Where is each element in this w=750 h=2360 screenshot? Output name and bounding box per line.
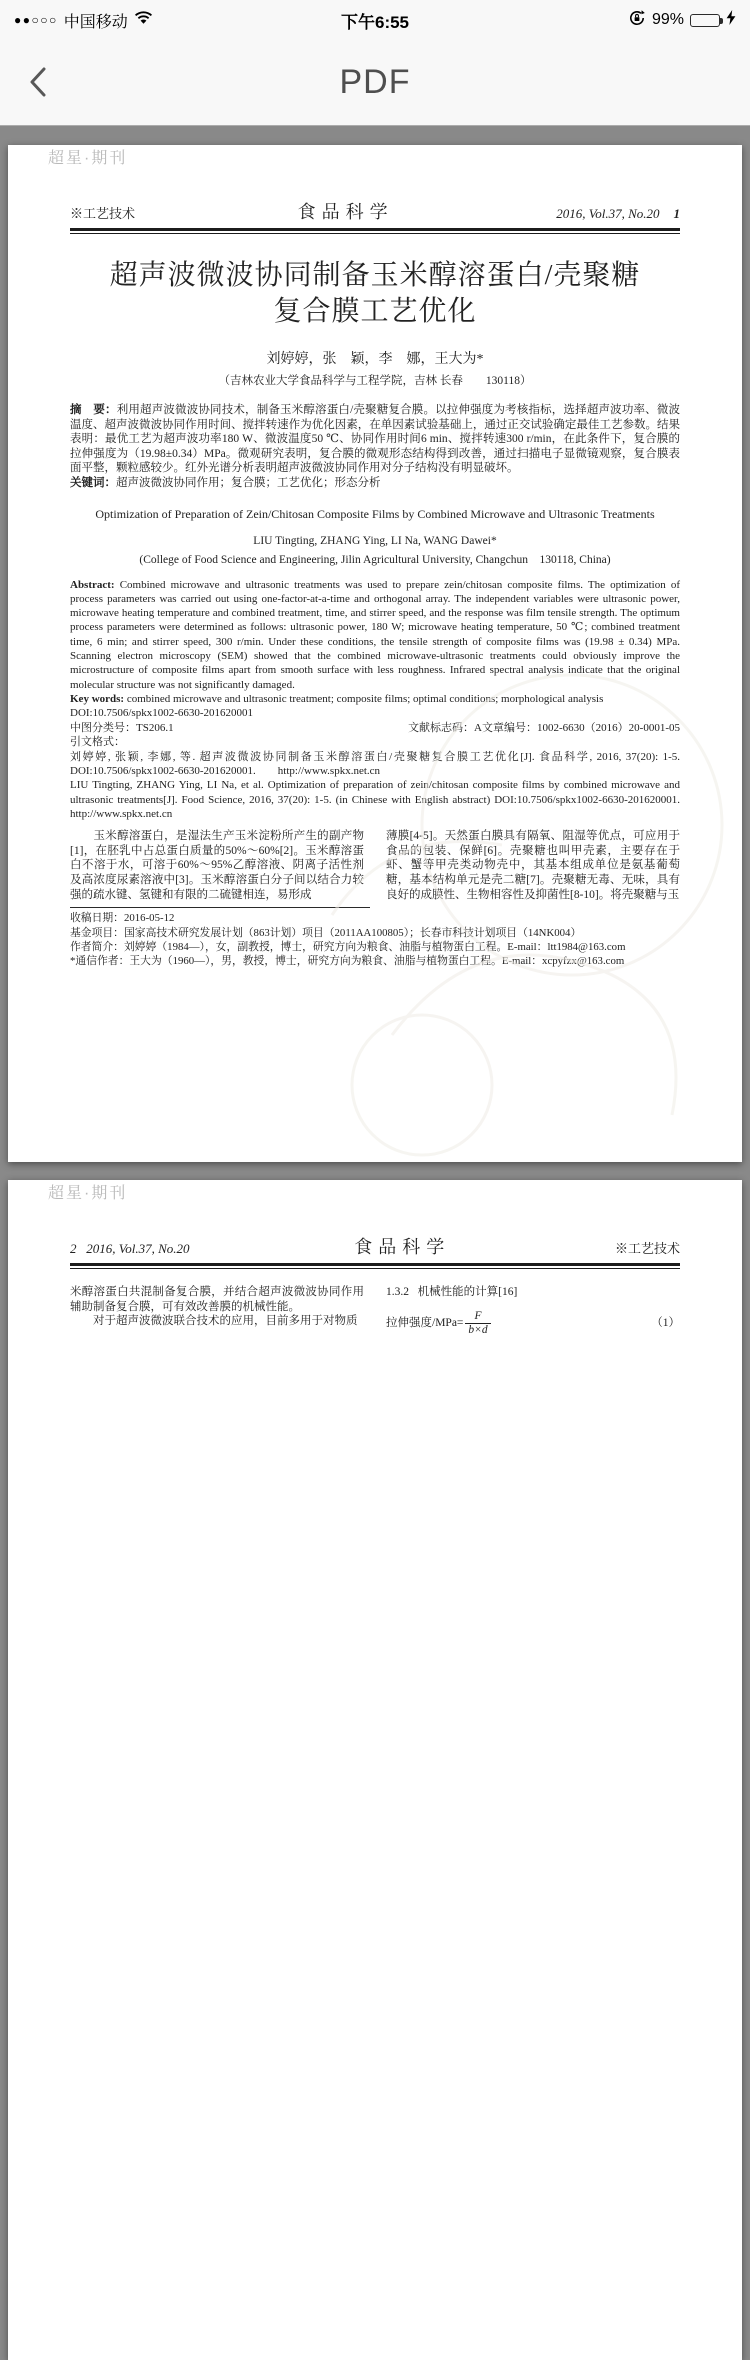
column-label: ※工艺技术 bbox=[70, 206, 136, 221]
header-rule bbox=[70, 228, 680, 234]
pdf-page-2 bbox=[8, 1180, 742, 2360]
keywords-zh: 关键词：超声波微波协同作用；复合膜；工艺优化；形态分析 bbox=[70, 476, 381, 489]
authors-line: 刘婷婷，张 颖，李 娜，王大为* bbox=[266, 352, 484, 367]
citation-zh: 刘婷婷, 张颖, 李娜, 等. 超声波微波协同制备玉米醇溶蛋白/壳聚糖复合膜工艺优化[J]. 食品科学, 2016, 37(20): 1-5. DOI:10.7506/spkx1002-6630-201620001. http://www.spkx.net.cn bbox=[70, 750, 680, 778]
pdf-page-1 bbox=[8, 145, 742, 1162]
body-left-column: 玉米醇溶蛋白，是湿法生产玉米淀粉所产生的副产物[1]，在胚乳中占总蛋白质量的50%～60%[2]。玉米醇溶蛋白不溶于水，可溶于60%～95%乙醇溶液、阴离子活性剂及高浓度尿素溶液中[3]。玉米醇溶蛋白分子间以结合力较强的疏水键、氢键和有限的二硫键相连，易形成 bbox=[70, 830, 364, 901]
status-bar bbox=[0, 0, 750, 40]
footnotes bbox=[70, 911, 680, 969]
issue-label: 2016, Vol.37, No.20 1 bbox=[556, 206, 680, 221]
equation-number: （1） bbox=[651, 1316, 680, 1329]
footnote-rule bbox=[70, 907, 370, 908]
battery-icon bbox=[690, 14, 720, 27]
clock-label: 下午6:55 bbox=[340, 12, 410, 32]
page-title: PDF bbox=[339, 63, 411, 101]
equation-1: 拉伸强度/MPa= $\frac{F}{b\times d}$ （1） bbox=[386, 1309, 680, 1336]
document-code: 文献标志码：A文章编号：1002-6630（2016）20-0001-05 bbox=[408, 721, 680, 734]
classification-row bbox=[70, 721, 680, 736]
footnote-corresponding-author: *通信作者：王大为（1960—），男，教授，博士，研究方向为粮食、油脂与植物蛋白工程。E-mail：xcpyfzx@163.com bbox=[70, 955, 625, 968]
article-title: 超声波微波协同制备玉米醇溶蛋白/壳聚糖 复合膜工艺优化 bbox=[109, 260, 641, 327]
abstract-en: Abstract: Combined microwave and ultrasonic treatments was used to prepare zein/chitosan composite films. The optimization of process parameters was carried out using one-factor-at-a-time and orthogonal array. The independent variables were ultrasonic power, microwave heating temperature and combined treatment, time, and stirrer speed, and the response was film tensile strength. The optimum process parameters were determined as follows: ultrasonic power, 180 W; microwave heating temperature, 50 ℃; combined treatment time, 6 min; and stirrer speed, 300 r/min. Under these conditions, the tensile strength of composite films was (19.98 ± 0.34) MPa. Scanning electron microscopy (SEM) showed that the combined microwave-ultrasonic treatments could obviously improve the microstructure of composite films apart from smooth surface with less roughness. Infrared spectral analysis indicate that the original molecular structure was not significantly damaged. bbox=[70, 578, 680, 691]
carrier-label: 中国移动 bbox=[63, 13, 128, 31]
doi-line: DOI:10.7506/spkx1002-6630-201620001 bbox=[70, 707, 254, 720]
header-rule bbox=[70, 1263, 680, 1269]
body-left-column: 米醇溶蛋白共混制备复合膜，并结合超声波微波协同作用辅助制备复合膜，可有效改善膜的机械性能。 对于超声波微波联合技术的应用，目前多用于对物质 bbox=[70, 1286, 364, 1328]
abstract-zh: 摘 要：利用超声波微波协同技术，制备玉米醇溶蛋白/壳聚糖复合膜。以拉伸强度为考核指标，选择超声波功率、微波温度、超声波微波协同作用时间、搅拌转速作为优化因素，在单因素试验基础上，通过正交试验确定最佳工艺参数。结果表明：最优工艺为超声波功率180 W、微波温度50 ℃、协同作用时间6 min、搅拌转速300 r/min，在此条件下，复合膜的拉伸强度为（19.98±0.34）MPa。微观研究表明，复合膜的微观形态结构得到改善，通过扫描电子显微镜观察，复合膜表面平整，颗粒感较少。红外光谱分析表明超声波微波协同作用对分子结构没有明显破坏。 bbox=[70, 404, 680, 475]
journal-header bbox=[70, 198, 680, 224]
source-watermark-label: 超星·期刊 bbox=[48, 150, 128, 167]
column-label: ※工艺技术 bbox=[614, 1241, 680, 1256]
journal-name: 食品科学 bbox=[354, 1237, 451, 1257]
body-right-column: 薄膜[4-5]。天然蛋白膜具有隔氧、阻湿等优点，可应用于食品的包装、保鲜[6]。壳聚糖也叫甲壳素，主要存在于虾、蟹等甲壳类动物壳中，其基本组成单位是氨基葡萄糖，基本结构单元是壳二糖[7]。壳聚糖无毒、无味，具有良好的成膜性、生物相容性及抑菌性[8-10]。将壳聚糖与玉 bbox=[386, 830, 680, 901]
body-columns bbox=[70, 1285, 680, 1337]
back-chevron-icon bbox=[28, 66, 48, 103]
fraction: $\frac{F}{b\times d}$ bbox=[465, 1310, 490, 1337]
battery-percent-label: 99% bbox=[651, 11, 684, 28]
citation-en: LIU Tingting, ZHANG Ying, LI Na, et al. Optimization of preparation of zein/chitosan composite films by combined microwave and ultrasonic treatments[J]. Food Science, 2016, 37(20): 1-5. (in Chinese with English abstract) DOI:10.7506/spkx1002-6630-201620001. http://www.spkx.net.cn bbox=[70, 779, 702, 820]
signal-strength-icon: ●●○○○ bbox=[14, 13, 58, 27]
pdf-viewport[interactable] bbox=[0, 127, 750, 1334]
citation-format-label: 引文格式： bbox=[70, 736, 125, 749]
footnote-received-date: 收稿日期：2016-05-12 bbox=[70, 912, 175, 925]
back-button[interactable] bbox=[18, 64, 58, 104]
footnote-funding: 基金项目：国家高技术研究发展计划（863计划）项目（2011AA100805）；长春市科技计划项目（14NK004） bbox=[70, 926, 582, 939]
source-watermark-label: 超星·期刊 bbox=[48, 1185, 128, 1202]
clc-number: 中图分类号：TS206.1 bbox=[70, 721, 174, 734]
article-title-en: Optimization of Preparation of Zein/Chitosan Composite Films by Combined Microwave and Ultrasonic Treatments bbox=[95, 506, 655, 521]
journal-header bbox=[70, 1233, 680, 1259]
issue-label: 2 2016, Vol.37, No.20 bbox=[70, 1241, 190, 1256]
body-columns bbox=[70, 829, 680, 902]
keywords-en: Key words: combined microwave and ultrasonic treatment; composite films; optimal conditions; morphological analysis bbox=[70, 692, 604, 705]
affiliation-line: （吉林农业大学食品科学与工程学院，吉林 长春 130118） bbox=[218, 375, 532, 387]
body-right-column bbox=[386, 1285, 680, 1337]
nav-bar bbox=[0, 40, 750, 126]
footnote-author-bio: 作者简介：刘婷婷（1984—），女，副教授，博士，研究方向为粮食、油脂与植物蛋白工程。E-mail：ltt1984@163.com bbox=[70, 941, 626, 953]
page-number: 2 bbox=[70, 1241, 77, 1256]
affiliation-line-en: (College of Food Science and Engineering, Jilin Agricultural University, Changchun 130118, China) bbox=[139, 553, 611, 566]
page-number: 1 bbox=[673, 206, 680, 221]
journal-name: 食品科学 bbox=[297, 202, 394, 222]
authors-line-en: LIU Tingting, ZHANG Ying, LI Na, WANG Dawei* bbox=[253, 534, 497, 547]
section-heading: 1.3.2 机械性能的计算[16] bbox=[386, 1286, 518, 1298]
